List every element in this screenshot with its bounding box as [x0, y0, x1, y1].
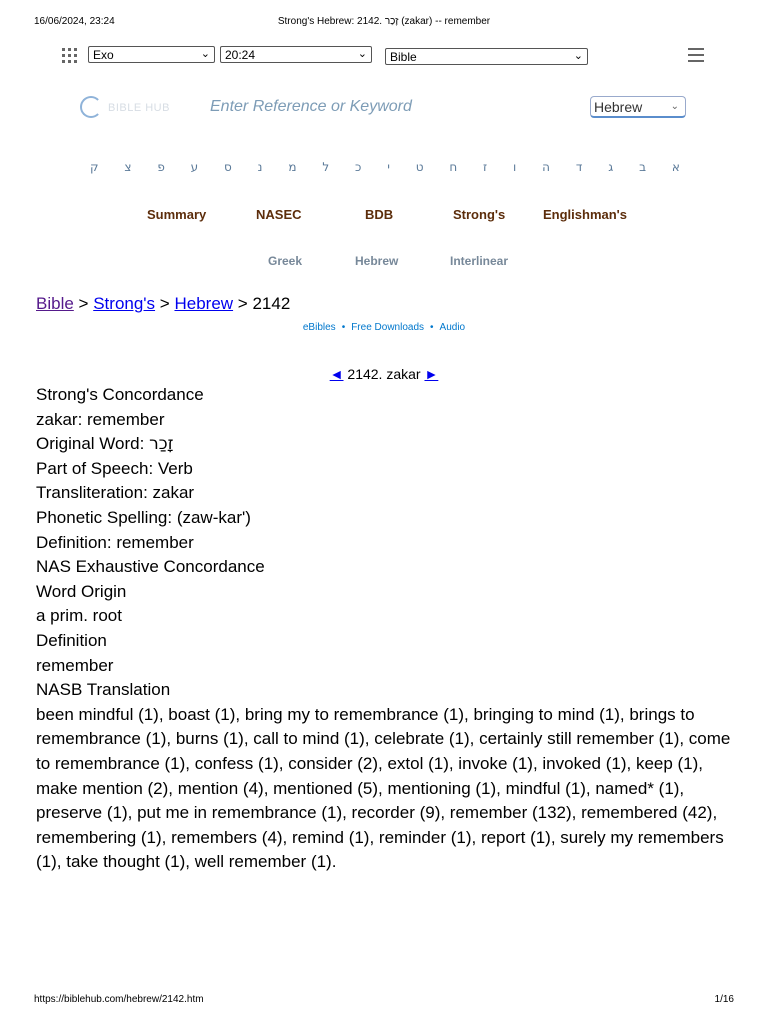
print-url: https://biblehub.com/hebrew/2142.htm [34, 994, 204, 1005]
tab-strongs[interactable]: Strong's [453, 207, 506, 222]
search-row [0, 92, 768, 126]
entry-heading: Strong's Concordance [36, 385, 204, 404]
ebibles-link[interactable]: eBibles [302, 322, 336, 333]
entry-content [36, 383, 736, 875]
chevron-down-icon: ⌄ [573, 50, 583, 62]
word-origin-heading: Word Origin [36, 581, 127, 601]
previous-word-arrow-icon[interactable]: ◄ [329, 366, 344, 382]
nasb-heading: NASB Translation [36, 680, 171, 700]
chevron-down-icon: ⌄ [357, 48, 367, 60]
word-nav-label: 2142. zakar [347, 366, 421, 382]
definition-value: remember [36, 655, 114, 675]
book-select-value: Exo [93, 47, 114, 62]
tab-bdb[interactable]: BDB [365, 207, 394, 222]
alefbet-letter[interactable]: ו [513, 160, 517, 174]
breadcrumb-strongs-link[interactable]: Strong's [93, 294, 156, 313]
toolbar [0, 44, 768, 68]
transliteration: Transliteration: zakar [36, 483, 195, 503]
print-page-number: 1/16 [714, 994, 734, 1005]
tab-greek[interactable]: Greek [268, 254, 303, 268]
tab-nasec[interactable]: NASEC [256, 207, 302, 222]
alefbet-letter[interactable]: כ [355, 160, 362, 174]
definition-heading: Definition [36, 630, 107, 650]
alefbet-letter[interactable]: א [671, 160, 680, 174]
word-origin: a prim. root [36, 606, 122, 626]
alefbet-letter[interactable]: ט [415, 160, 424, 174]
site-logo[interactable] [80, 96, 180, 122]
breadcrumb-current: 2142 [252, 294, 291, 313]
hebrew-alphabet-nav [90, 160, 680, 176]
hamburger-menu-icon[interactable] [688, 48, 704, 62]
secondary-tabs [0, 254, 768, 270]
print-date: 16/06/2024, 23:24 [34, 16, 115, 27]
language-select[interactable] [590, 96, 686, 118]
chapter-select[interactable] [220, 46, 372, 63]
alefbet-letter[interactable]: ג [608, 160, 614, 174]
tab-hebrew[interactable]: Hebrew [355, 254, 399, 268]
chevron-down-icon: ⌄ [670, 101, 679, 112]
breadcrumb-separator: > [159, 294, 170, 313]
original-word-line [36, 432, 736, 457]
alefbet-letter[interactable]: ד [575, 160, 583, 174]
alefbet-letter[interactable]: מ [288, 160, 297, 174]
alefbet-letter[interactable]: י [387, 160, 390, 174]
language-select-value: Hebrew [594, 98, 643, 115]
tab-interlinear[interactable]: Interlinear [450, 254, 509, 268]
print-footer [34, 994, 734, 1008]
apps-grid-icon[interactable] [62, 48, 77, 63]
word-navigation [0, 366, 768, 382]
version-select[interactable] [385, 48, 588, 65]
primary-tabs [0, 207, 768, 223]
sub-links [0, 322, 768, 333]
alefbet-letter[interactable]: ה [542, 160, 551, 174]
print-title: Strong's Hebrew: 2142. זָכַר (zakar) -- remember [277, 16, 491, 27]
breadcrumb-separator: > [237, 294, 248, 313]
part-of-speech: Part of Speech: Verb [36, 458, 193, 478]
print-header [34, 16, 734, 30]
entry-summary: zakar: remember [36, 409, 165, 429]
alefbet-letter[interactable]: ז [483, 160, 488, 174]
alefbet-letter[interactable]: ל [322, 160, 330, 174]
version-select-value: Bible [390, 49, 417, 64]
book-select[interactable] [88, 46, 215, 63]
audio-link[interactable]: Audio [439, 322, 466, 333]
original-word: זָכַר [149, 434, 174, 455]
alefbet-letter[interactable]: פ [157, 160, 165, 174]
breadcrumb-separator: > [78, 294, 89, 313]
bullet-icon: • [430, 322, 434, 333]
alefbet-letter[interactable]: נ [257, 160, 263, 174]
alefbet-letter[interactable]: ס [224, 160, 232, 174]
free-downloads-link[interactable]: Free Downloads [351, 322, 425, 333]
phonetic-spelling: Phonetic Spelling: (zaw-kar') [36, 507, 251, 527]
alefbet-letter[interactable]: ח [449, 160, 458, 174]
search-input[interactable]: Enter Reference or Keyword [210, 98, 412, 115]
bullet-icon: • [341, 322, 346, 333]
definition: Definition: remember [36, 532, 194, 552]
breadcrumb-bible-link[interactable]: Bible [36, 294, 74, 313]
chapter-select-value: 20:24 [225, 47, 256, 62]
nasb-translation: been mindful (1), boast (1), bring my to remembrance (1), bringing to mind (1), brings to remembrance (1), burns (1), call to mind (1), celebrate (1), certainly still remember (1), come to remembrance (1), confess (1), consider (2), extol (1), invoke (1), invoked (1), keep (1), make mention (2), mention (4), mentioned (5), mentioning (1), mindful (1), named* (1), preserve (1), put me in remembrance (1), recorder (9), remember (132), remembered (42), remembering (1), remembers (4), remind (1), reminder (1), report (1), surely my remembers (1), take thought (1), well remember (1). [36, 704, 731, 872]
chevron-down-icon: ⌄ [200, 48, 210, 60]
tab-englishmans[interactable]: Englishman's [543, 207, 627, 222]
next-word-arrow-icon[interactable]: ► [424, 366, 439, 382]
tab-summary[interactable]: Summary [147, 207, 207, 222]
logo-text: BIBLE HUB [108, 102, 170, 114]
original-word-label: Original Word: [36, 434, 145, 454]
alefbet-letter[interactable]: ב [639, 160, 646, 174]
alefbet-letter[interactable]: ק [90, 160, 99, 174]
nas-heading: NAS Exhaustive Concordance [36, 557, 265, 577]
logo-ring-icon [80, 96, 102, 118]
breadcrumb [36, 294, 290, 314]
alefbet-letter[interactable]: צ [124, 160, 132, 174]
alefbet-letter[interactable]: ע [190, 160, 199, 174]
breadcrumb-hebrew-link[interactable]: Hebrew [174, 294, 234, 313]
